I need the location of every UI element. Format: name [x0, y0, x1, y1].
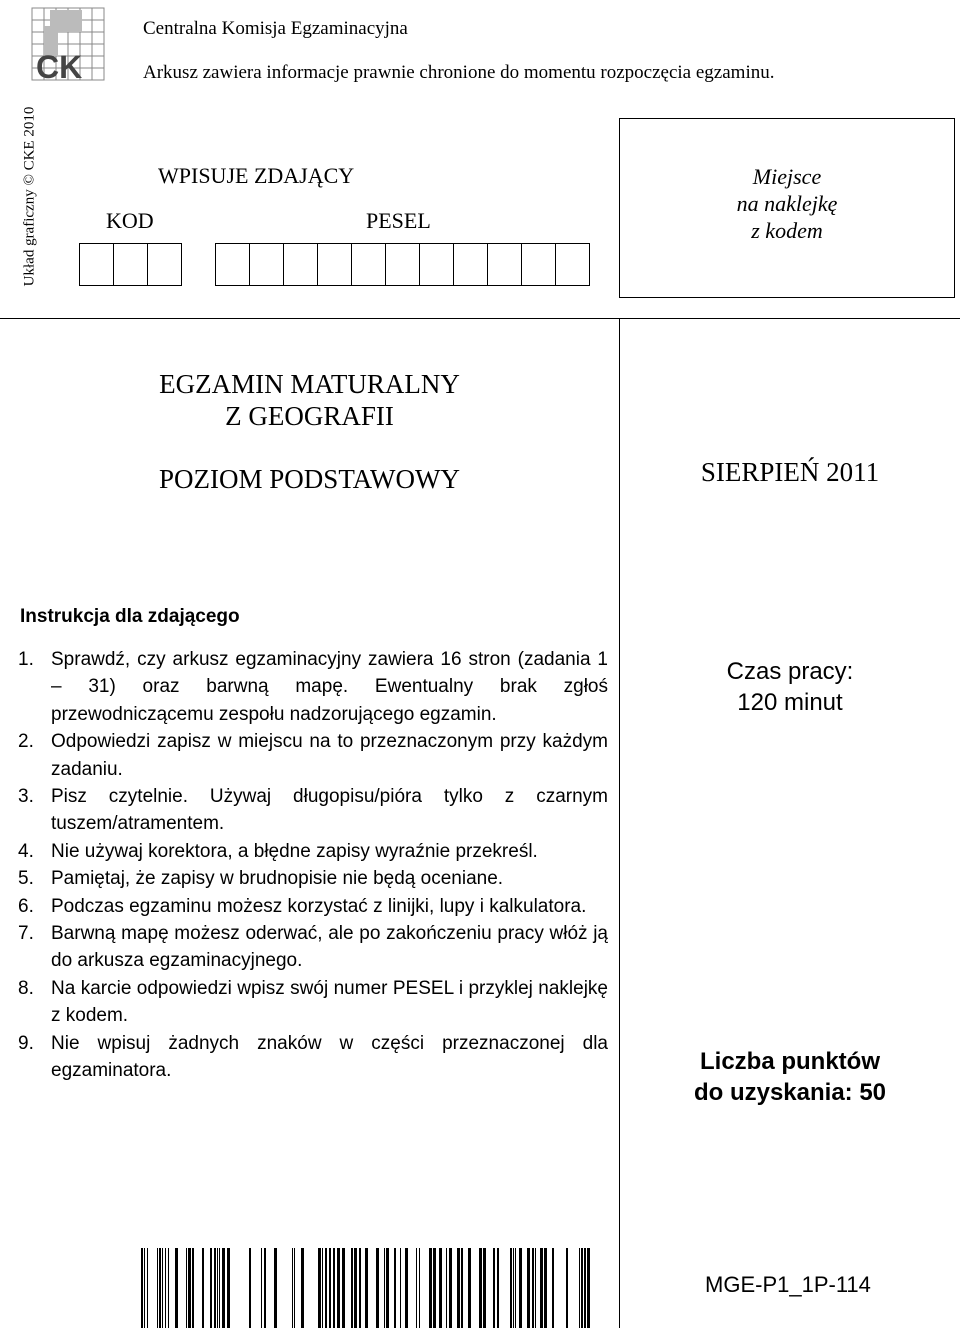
- barcode-bar: [519, 1248, 522, 1328]
- barcode-bar: [515, 1248, 516, 1328]
- barcode-bar: [513, 1248, 514, 1328]
- exam-date: SIERPIEŃ 2011: [700, 457, 880, 487]
- barcode-bar: [329, 1248, 331, 1328]
- confidentiality-notice: Arkusz zawiera informacje prawnie chronione do momentu rozpoczęcia egzaminu.: [143, 62, 775, 83]
- instruction-item: 1. Sprawdź, czy arkusz egzaminacyjny zawiera 16 stron (zadania 1 – 31) oraz barwną mapę. Ewentualny brak zgłoś przewodniczącemu zespołu nadzorującego egzamin.: [18, 649, 608, 725]
- barcode-bar: [483, 1248, 486, 1328]
- barcode-bar: [384, 1248, 385, 1328]
- barcode-bar: [192, 1248, 194, 1328]
- barcode-bar: [214, 1248, 216, 1328]
- barcode-bar: [175, 1248, 178, 1328]
- sticker-line: z kodem: [751, 218, 823, 243]
- barcode-bar: [468, 1248, 471, 1328]
- exam-title-line: EGZAMIN MATURALNY: [159, 369, 460, 399]
- barcode-bar: [144, 1248, 145, 1328]
- barcode-bar: [301, 1248, 304, 1328]
- barcode-bar: [439, 1248, 442, 1328]
- barcode-bar: [165, 1248, 166, 1328]
- barcode-bar: [376, 1248, 379, 1328]
- max-points-line: do uzyskania: 50: [693, 1079, 887, 1106]
- barcode-bar: [274, 1248, 277, 1328]
- logo-text: CK: [36, 49, 83, 82]
- barcode-bar: [433, 1248, 436, 1328]
- sticker-line: Miejsce: [752, 164, 822, 189]
- barcode-bar: [405, 1248, 408, 1328]
- exam-title-line: Z GEOGRAFII: [225, 401, 394, 431]
- instructions-list: [18, 646, 608, 1085]
- barcode-bar: [552, 1248, 554, 1328]
- barcode-bar: [188, 1248, 191, 1328]
- exam-level: POZIOM PODSTAWOWY: [159, 464, 460, 494]
- barcode-bar: [359, 1248, 361, 1328]
- barcode-bar: [527, 1248, 530, 1328]
- barcode-bar: [510, 1248, 512, 1328]
- writer-section-title: WPISUJE ZDAJĄCY: [158, 163, 355, 188]
- barcode-bar: [249, 1248, 251, 1328]
- pesel-label: PESEL: [366, 208, 431, 233]
- barcode-bar: [479, 1248, 482, 1328]
- barcode-bar: [429, 1248, 432, 1328]
- org-name: Centralna Komisja Egzaminacyjna: [143, 18, 408, 39]
- barcode-bar: [325, 1248, 327, 1328]
- pesel-box[interactable]: [317, 243, 351, 286]
- barcode-bar: [157, 1248, 158, 1328]
- work-time-label: Czas pracy:: [726, 658, 854, 685]
- barcode-bar: [162, 1248, 163, 1328]
- barcode-bar: [354, 1248, 357, 1328]
- pesel-box[interactable]: [351, 243, 385, 286]
- work-time-value: 120 minut: [737, 689, 843, 716]
- pesel-box[interactable]: [283, 243, 317, 286]
- barcode-bar: [159, 1248, 161, 1328]
- barcode-bar: [400, 1248, 401, 1328]
- kod-input-boxes[interactable]: [79, 243, 182, 286]
- barcode-bar: [365, 1248, 368, 1328]
- instruction-item: 5. Pamiętaj, że zapisy w brudnopisie nie będą oceniane.: [18, 868, 504, 890]
- barcode-bar: [493, 1248, 495, 1328]
- exam-code: MGE-P1_1P-114: [705, 1272, 871, 1297]
- barcode-bar: [219, 1248, 220, 1328]
- barcode-bar: [351, 1248, 353, 1328]
- instruction-item: 4. Nie używaj korektora, a błędne zapisy wyraźnie przekreśl.: [18, 840, 538, 862]
- barcode-bar: [222, 1248, 225, 1328]
- pesel-box[interactable]: [487, 243, 521, 286]
- work-time: [620, 656, 960, 718]
- barcode-bar: [416, 1248, 417, 1328]
- cke-logo: [30, 6, 106, 82]
- pesel-box[interactable]: [419, 243, 453, 286]
- instruction-item: 6. Podczas egzaminu możesz korzystać z linijki, lupy i kalkulatora.: [18, 895, 587, 917]
- barcode-bar: [584, 1248, 586, 1328]
- barcode-bar: [202, 1248, 204, 1328]
- barcode-bar: [210, 1248, 212, 1328]
- barcode-bar: [581, 1248, 583, 1328]
- barcode-bar: [333, 1248, 335, 1328]
- sticker-text: [620, 163, 954, 244]
- barcode-bar: [147, 1248, 148, 1328]
- barcode-bar: [532, 1248, 534, 1328]
- barcode-bar: [419, 1248, 420, 1328]
- exam-title: [0, 368, 619, 432]
- pesel-box[interactable]: [453, 243, 487, 286]
- barcode-bar: [497, 1248, 499, 1328]
- kod-box[interactable]: [147, 243, 182, 286]
- pesel-box[interactable]: [521, 243, 555, 286]
- barcode-bar: [449, 1248, 452, 1328]
- kod-label: KOD: [106, 208, 154, 233]
- barcode-bar: [457, 1248, 460, 1328]
- max-points: [620, 1046, 960, 1108]
- barcode-bar: [587, 1248, 590, 1328]
- vertical-credit: Układ graficzny © CKE 2010: [21, 106, 38, 287]
- horizontal-divider: [0, 318, 960, 319]
- sticker-line: na naklejkę: [736, 191, 838, 216]
- pesel-input-boxes[interactable]: [215, 243, 590, 286]
- barcode-bar: [292, 1248, 293, 1328]
- pesel-box[interactable]: [249, 243, 283, 286]
- pesel-box[interactable]: [385, 243, 419, 286]
- barcode-bar: [141, 1248, 143, 1328]
- barcode-bar: [318, 1248, 321, 1328]
- barcode: [139, 1248, 608, 1328]
- max-points-line: Liczba punktów: [700, 1048, 880, 1075]
- barcode-bar: [579, 1248, 580, 1328]
- barcode-bar: [294, 1248, 295, 1328]
- kod-box[interactable]: [113, 243, 147, 286]
- barcode-bar: [342, 1248, 345, 1328]
- instructions-title: Instrukcja dla zdającego: [20, 606, 240, 627]
- barcode-bar: [566, 1248, 568, 1328]
- instruction-item: 7. Barwną mapę możesz oderwać, ale po zakończeniu pracy włóż ją do arkusza egzaminacyjnego.: [18, 923, 608, 972]
- barcode-bar: [168, 1248, 169, 1328]
- pesel-box[interactable]: [555, 243, 590, 286]
- kod-box[interactable]: [79, 243, 113, 286]
- barcode-bar: [540, 1248, 543, 1328]
- barcode-bar: [544, 1248, 547, 1328]
- barcode-bar: [461, 1248, 463, 1328]
- barcode-bar: [264, 1248, 266, 1328]
- barcode-bar: [186, 1248, 187, 1328]
- barcode-bar: [227, 1248, 230, 1328]
- instruction-item: 8. Na karcie odpowiedzi wpisz swój numer PESEL i przyklej naklejkę z kodem.: [18, 977, 608, 1027]
- sticker-placeholder: [619, 118, 955, 298]
- pesel-box[interactable]: [215, 243, 249, 286]
- instruction-item: 3. Pisz czytelnie. Używaj długopisu/pióra tylko z czarnym tuszem/atramentem.: [18, 786, 608, 835]
- barcode-bar: [322, 1248, 323, 1328]
- instruction-item: 2. Odpowiedzi zapisz w miejscu na to przeznaczonym przy każdym zadaniu.: [18, 731, 608, 780]
- barcode-bar: [217, 1248, 218, 1328]
- barcode-bar: [261, 1248, 262, 1328]
- barcode-bar: [535, 1248, 536, 1328]
- barcode-bar: [386, 1248, 389, 1328]
- barcode-bar: [337, 1248, 340, 1328]
- barcode-bar: [446, 1248, 447, 1328]
- instruction-item: 9. Nie wpisuj żadnych znaków w części przeznaczonej dla egzaminatora.: [18, 1032, 608, 1082]
- barcode-bar: [394, 1248, 396, 1328]
